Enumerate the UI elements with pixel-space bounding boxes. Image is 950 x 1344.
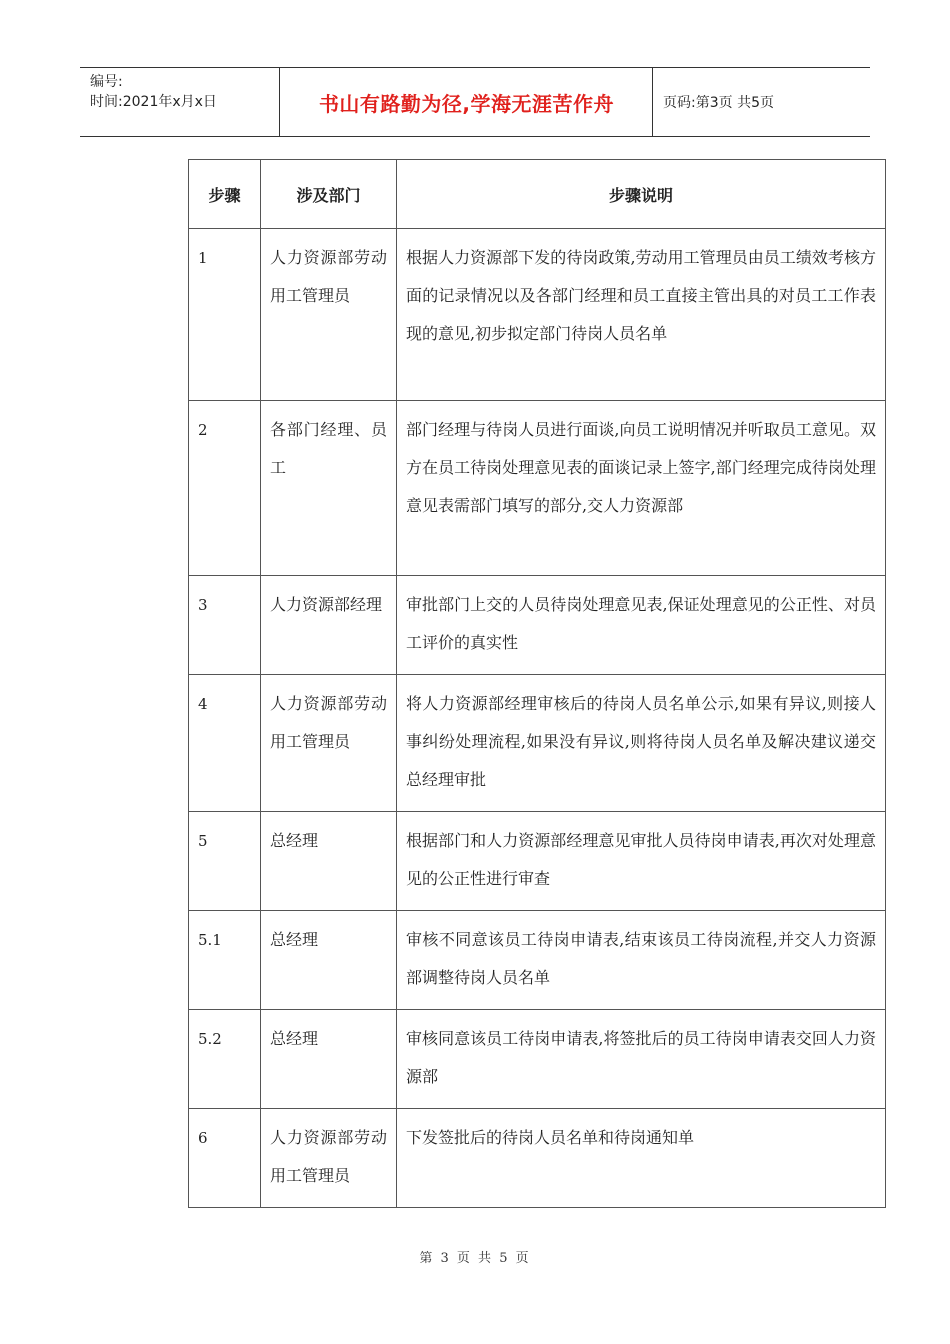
- step-department: 人力资源部劳动用工管理员: [261, 675, 397, 812]
- step-number: 6: [189, 1109, 261, 1208]
- steps-table: [188, 159, 886, 1208]
- step-department: 人力资源部劳动用工管理员: [261, 1109, 397, 1208]
- document-header: [80, 67, 870, 137]
- column-header-desc: 步骤说明: [397, 160, 886, 229]
- step-number: 5.1: [189, 911, 261, 1010]
- header-page-info: 页码:第3页 共5页: [663, 95, 774, 111]
- column-header-step: 步骤: [189, 160, 261, 229]
- table-row: [189, 911, 886, 1010]
- step-description: 审核不同意该员工待岗申请表,结束该员工待岗流程,并交人力资源部调整待岗人员名单: [397, 911, 886, 1010]
- step-number: 2: [189, 401, 261, 576]
- step-number: 1: [189, 229, 261, 401]
- column-header-dept: 涉及部门: [261, 160, 397, 229]
- table-row: [189, 576, 886, 675]
- step-description: 根据部门和人力资源部经理意见审批人员待岗申请表,再次对处理意见的公正性进行审查: [397, 812, 886, 911]
- step-department: 人力资源部劳动用工管理员: [261, 229, 397, 401]
- header-motto: 书山有路勤为径,学海无涯苦作舟: [281, 68, 653, 136]
- table-row: [189, 401, 886, 576]
- table-row: [189, 812, 886, 911]
- step-number: 5: [189, 812, 261, 911]
- table-header-row: [189, 160, 886, 229]
- step-description: 审核同意该员工待岗申请表,将签批后的员工待岗申请表交回人力资源部: [397, 1010, 886, 1109]
- table-row: [189, 1109, 886, 1208]
- step-description: 根据人力资源部下发的待岗政策,劳动用工管理员由员工绩效考核方面的记录情况以及各部门经理和员工直接主管出具的对员工工作表现的意见,初步拟定部门待岗人员名单: [397, 229, 886, 401]
- time-label: 时间:2021年x月x日: [90, 94, 217, 110]
- step-department: 总经理: [261, 911, 397, 1010]
- step-number: 4: [189, 675, 261, 812]
- step-number: 5.2: [189, 1010, 261, 1109]
- number-label: 编号:: [90, 74, 123, 90]
- table-row: [189, 229, 886, 401]
- page-footer: 第 3 页 共 5 页: [419, 1251, 531, 1266]
- step-description: 部门经理与待岗人员进行面谈,向员工说明情况并听取员工意见。双方在员工待岗处理意见表的面谈记录上签字,部门经理完成待岗处理意见表需部门填写的部分,交人力资源部: [397, 401, 886, 576]
- step-description: 审批部门上交的人员待岗处理意见表,保证处理意见的公正性、对员工评价的真实性: [397, 576, 886, 675]
- table-row: [189, 1010, 886, 1109]
- step-department: 各部门经理、员工: [261, 401, 397, 576]
- step-description: 下发签批后的待岗人员名单和待岗通知单: [397, 1109, 886, 1208]
- step-department: 总经理: [261, 812, 397, 911]
- step-department: 总经理: [261, 1010, 397, 1109]
- step-department: 人力资源部经理: [261, 576, 397, 675]
- step-number: 3: [189, 576, 261, 675]
- table-row: [189, 675, 886, 812]
- step-description: 将人力资源部经理审核后的待岗人员名单公示,如果有异议,则接人事纠纷处理流程,如果没有异议,则将待岗人员名单及解决建议递交总经理审批: [397, 675, 886, 812]
- header-meta: [80, 68, 280, 136]
